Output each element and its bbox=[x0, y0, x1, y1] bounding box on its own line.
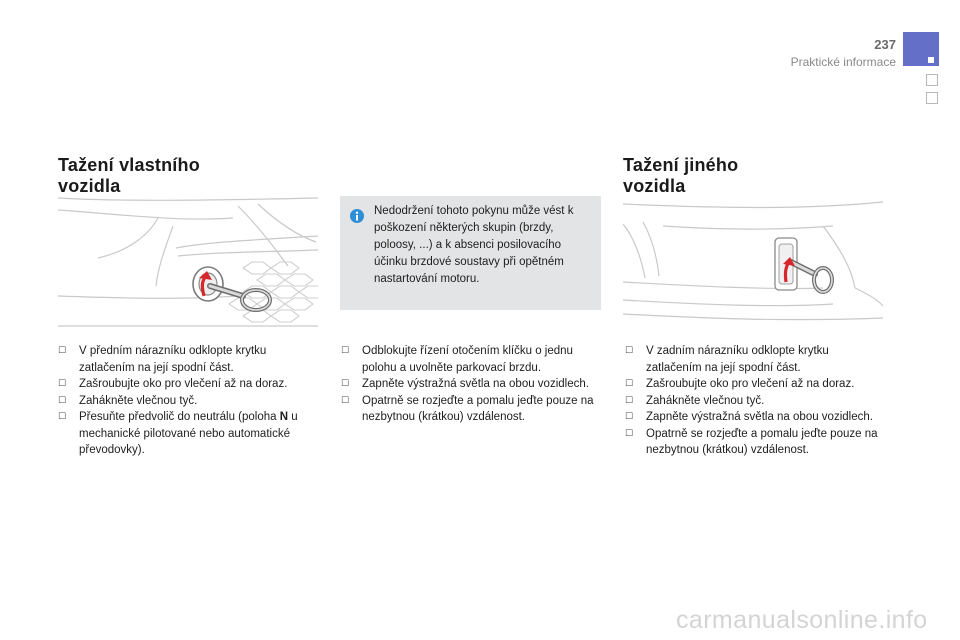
heading-line: vozidla bbox=[623, 176, 686, 196]
page-number: 237 bbox=[874, 37, 896, 52]
gear-position: N bbox=[279, 411, 289, 423]
list-item bbox=[58, 409, 320, 459]
towing-continuation-steps bbox=[341, 343, 603, 426]
list-item: ☐ Zašroubujte oko pro vlečení až na doraz. bbox=[625, 376, 887, 393]
info-text: Nedodržení tohoto pokynu může vést k poškození některých skupin (brzdy, poloosy, ...) a k absenci posilovacího účinku brzdové soustavy při opětném nastartování motoru. bbox=[374, 205, 574, 285]
rear-bumper-drawing bbox=[623, 196, 883, 332]
info-icon bbox=[350, 209, 364, 223]
list-item: ☐ Zapněte výstražná světla na obou vozidlech. bbox=[341, 376, 603, 393]
section-label: Praktické informace bbox=[790, 55, 896, 69]
heading-line: vozidla bbox=[58, 176, 121, 196]
heading-line: Tažení vlastního bbox=[58, 155, 200, 175]
list-item: ☐ V předním nárazníku odklopte krytku zatlačením na její spodní část. bbox=[58, 343, 320, 376]
list-item: ☐ V zadním nárazníku odklopte krytku zatlačením na její spodní část. bbox=[625, 343, 887, 376]
list-item: ☐ Zahákněte vlečnou tyč. bbox=[58, 393, 320, 410]
heading-line: Tažení jiného bbox=[623, 155, 739, 175]
section-tab-active[interactable] bbox=[903, 32, 939, 66]
front-towing-eye-illustration bbox=[58, 196, 318, 332]
section-tab[interactable] bbox=[926, 92, 938, 104]
list-item: ☐ Zašroubujte oko pro vlečení až na doraz. bbox=[58, 376, 320, 393]
towing-eye-icon bbox=[775, 238, 832, 292]
list-item: ☐ Odblokujte řízení otočením klíčku o jednu polohu a uvolněte parkovací brzdu. bbox=[341, 343, 603, 376]
list-item: ☐ Zahákněte vlečnou tyč. bbox=[625, 393, 887, 410]
step-text: Přesuňte předvolič do neutrálu (poloha bbox=[79, 411, 280, 423]
step-text: u mechanické pilotované nebo automatické převodovky). bbox=[79, 411, 298, 456]
list-item: ☐ Opatrně se rozjeďte a pomalu jeďte pouze na nezbytnou (krátkou) vzdálenost. bbox=[625, 426, 887, 459]
list-item: ☐ Opatrně se rozjeďte a pomalu jeďte pouze na nezbytnou (krátkou) vzdálenost. bbox=[341, 393, 603, 426]
heading-towing-other-vehicle bbox=[623, 155, 738, 197]
info-box bbox=[340, 196, 601, 310]
front-towing-steps bbox=[58, 343, 320, 459]
heading-towing-own-vehicle bbox=[58, 155, 200, 197]
list-item: ☐ Zapněte výstražná světla na obou vozidlech. bbox=[625, 409, 887, 426]
section-tab[interactable] bbox=[926, 74, 938, 86]
watermark: carmanualsonline.info bbox=[676, 606, 928, 634]
rear-towing-steps bbox=[625, 343, 887, 459]
front-bumper-drawing bbox=[58, 196, 318, 332]
rear-towing-eye-illustration bbox=[623, 196, 883, 332]
